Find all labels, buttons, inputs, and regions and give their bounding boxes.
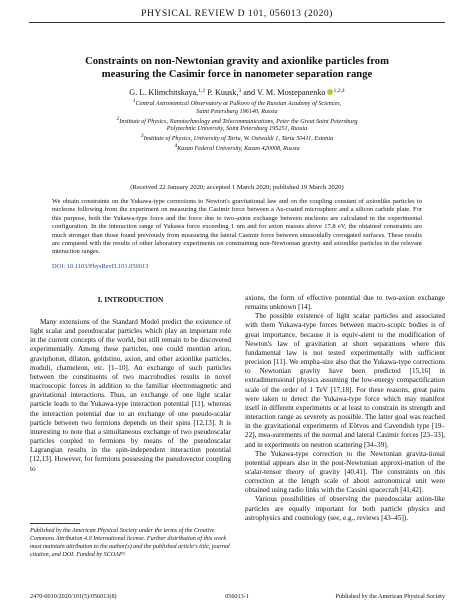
footnote-rule	[30, 523, 80, 524]
abstract: We obtain constraints on the Yukawa-type corrections to Newton's gravitational law and on the coupling constant of axionlike particles to nucleons following from the experiment on measuring the Casimir force between a Au-coated microsphere and a silicon carbide plate. For this purpose, both the Yukawa-type force and the force due to two-axion exchange between nucleons are calculated in the experimental configuration. In the interaction range of Yukawa force exceeding 1 nm and for axion masses above 17.8 eV, the obtained constraints are much stronger than those found previously from measuring the lateral Casimir force between sinusoidally corrugated surfaces. These results are compared with the results of other laboratory experiments on constraining non-Newtonian gravity and axionlike particles in the relevant interaction ranges.	[52, 198, 422, 256]
affiliation-line: Polytechnic University, Saint Petersburg 195251, Russia	[166, 125, 308, 133]
paragraph: Various possibilities of observing the pseudoscalar axion-like particles are equally important for both particle physics and astrophysics and cosmology (see, e.g., reviews [43–45]).	[245, 495, 445, 522]
received-dates: (Received 22 January 2020; accepted 1 March 2020; published 19 March 2020)	[130, 184, 344, 191]
affiliation-line: 2Institute of Physics, Nanotechnology and Telecommunications, Peter the Great Saint Petersburg	[116, 115, 358, 125]
paper-title: Constraints on non-Newtonian gravity and axionlike particles from measuring the Casimir force in nanometer separation range	[85, 56, 389, 80]
right-column	[245, 294, 445, 523]
page-number: 056013-1	[225, 593, 249, 600]
issn-line: 2470-0010/2020/101(5)/056013(8)	[30, 593, 117, 600]
paragraph: The possible existence of light scalar particles and associated with them Yukawa-type forces between macro-scopic bodies is of great importance, because it is equiv-alent to the modification of Newton's law of gravitation at short separations where this fundamental law is not tested experimentally with sufficient precision [11]. We empha-size also that the Yukawa-type corrections to Newtonian gravity have been predicted [15,16] in extradimensional physics assuming the low-energy compactification scale of the order of 1 TeV [17,18]. For these reasons, great pains were taken to detect the Yukawa-type force which may manifest itself in different experiments or at least to constrain its strength and interaction range as severely as possible. The latter goal was reached in the gravitational experiments of Eötvos and Cavendish type [19–22], mea-surements of the normal and lateral Casimir forces [23–33], and in experiments on neutron scattering [34–39].	[245, 312, 445, 449]
author-3-affil: 1,2,4	[333, 88, 345, 94]
paragraph: The Yukawa-type correction to the Newtonian gravita-tional potential appears also in the post-Newtonian approxi-mation of the scalar-tensor theory of gravity [40,41]. The constraints on this correction at the length scale of about astronomical unit were obtained using radio links with the Cassini spacecraft [41,42].	[245, 449, 445, 495]
author-2-affil: 3	[238, 88, 242, 94]
section-heading: I. INTRODUCTION	[97, 295, 164, 304]
author-2: P. Kuusk,	[205, 88, 239, 97]
author-1-affil: 1,2	[198, 88, 206, 94]
affiliation-line: Saint Petersburg 196140, Russia	[196, 107, 278, 115]
paragraph: axions, the form of effective potential due to two-axion exchange remains unknown [14].	[245, 294, 445, 312]
author-1: G. L. Klimchitskaya,	[129, 88, 199, 97]
publisher-line: Published by the American Physical Society	[335, 593, 445, 600]
affiliation-line: 4Kazan Federal University, Kazan 420008, Russia	[174, 142, 300, 152]
affiliation-line: 1Central Astronomical Observatory at Pulkovo of the Russian Academy of Sciences,	[132, 98, 342, 107]
affiliation-line: 3Institute of Physics, University of Tartu, W. Ostwaldi 1, Tartu 50411, Estonia	[140, 133, 334, 143]
author-3: and V. M. Mostepanenko	[241, 88, 326, 97]
license-footnote: Published by the American Physical Society under the terms of the Creative Commons Attribution 4.0 International license. Further distribution of this work must maintain attribution to the author(s) and the published article's title, journal citation, and DOI. Funded by SCOAP³.	[30, 528, 230, 558]
running-header: PHYSICAL REVIEW D 101, 056013 (2020)	[141, 8, 333, 19]
paragraph: Many extensions of the Standard Model predict the existence of light scalar and pseudoscalar particles which play an important role in the current concepts of the world, but still remain to be discovered experimentally. Among these particles, one could mention arion, graviphoton, dilaton, goldstino, axion, and other axionlike particles, moduli, chameleon, etc. [1–10]. An exchange of such particles between the constituents of two macrobodies results in novel macroscopic forces in addition to the familiar electromagnetic and gravitational interactions. Thus, an exchange of one light scalar particle leads to the Yukawa-type interaction potential [11], whereas the interaction potential due to an exchange of one pseudo-scalar particle between two fermions depends on their spins [12,13]. It is interesting to note that a simultaneous exchange of two pseudoscalar particles coupled to fermions by means of the pseudoscalar Lagrangian results in the spin-independent interaction potential [12,13]. However, for fermions possessing the pseudovector coupling to	[30, 318, 231, 473]
author-list	[30, 86, 444, 98]
affiliations	[30, 98, 444, 153]
doi-link[interactable]: DOI: 10.1103/PhysRevD.101.056013	[52, 263, 149, 270]
header-rule	[29, 22, 445, 23]
orcid-icon[interactable]	[327, 89, 333, 95]
left-column	[30, 318, 231, 474]
